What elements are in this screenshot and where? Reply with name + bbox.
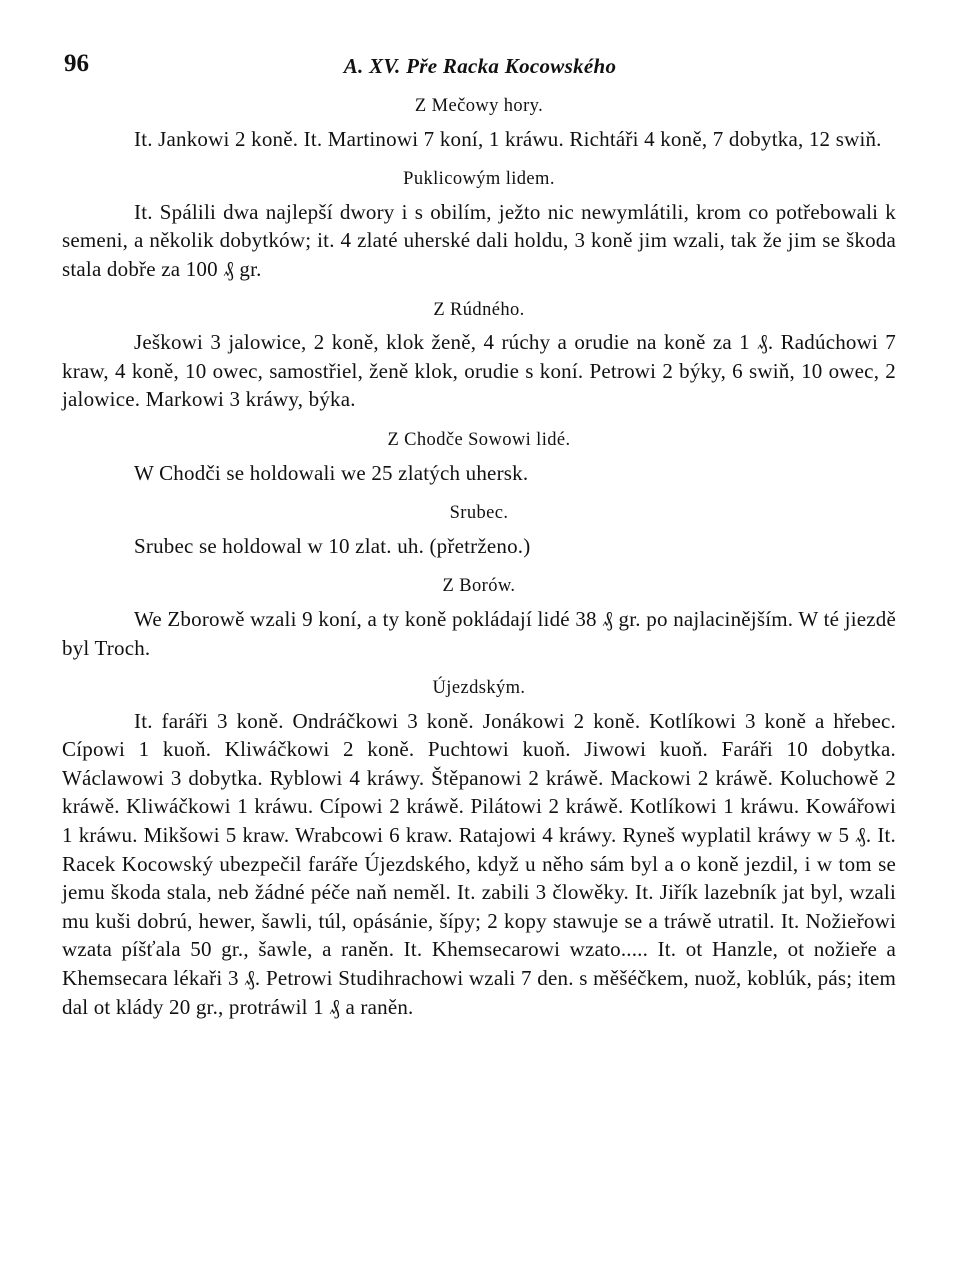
page-number: 96 (64, 50, 89, 77)
section-heading: Z Chodče Sowowi lidé. (387, 429, 571, 450)
section-paragraph: It. Jankowi 2 koně. It. Martinowi 7 koní, 1 kráwu. Richtáři 4 koně, 7 dobytka, 12 swiň. (134, 126, 882, 151)
section-heading: Z Rúdného. (433, 299, 525, 320)
section-paragraph: Ješkowi 3 jalowice, 2 koně, klok ženě, 4 rúchy a orudie na koně za 1 ₰. Radúchowi 7 kraw, 4 koně, 10 owec, samostřiel, ženě klok, orudie s koní. Petrowi 2 býky, 6 swiň, 10 owec, 2 jalowice. Markowi 3 kráwy, býka. (62, 330, 896, 412)
section-heading: Újezdským. (432, 678, 526, 699)
section-heading: Srubec. (449, 503, 509, 524)
section-paragraph: We Zborowě wzali 9 koní, a ty koně pokládají lidé 38 ₰ gr. po najlacinějším. W té jiezdě byl Troch. (62, 606, 896, 660)
section-paragraph: W Chodči se holdowali we 25 zlatých uhersk. (134, 460, 529, 485)
section-heading: Z Mečowy hory. (414, 96, 544, 116)
section-paragraph: Srubec se holdowal w 10 zlat. uh. (přetrženo.) (134, 533, 531, 558)
section-heading: Z Borów. (442, 576, 516, 597)
running-head: A. XV. Pře Racka Kocowského (343, 54, 617, 78)
section-heading: Puklicowým lidem. (403, 169, 555, 190)
section-paragraph: It. faráři 3 koně. Ondráčkowi 3 koně. Jonákowi 2 koně. Kotlíkowi 3 koně a hřebec. Cípowi 1 kuoň. Kliwáčkowi 2 koně. Puchtowi kuoň. Jiwowi kuoň. Faráři 10 dobytka. Wáclawowi 3 dobytka. Ryblowi 4 kráwy. Štěpanowi 2 kráwě. Mackowi 2 kráwě. Koluchowě 2 kráwě. Kliwáčkowi 1 kráwu. Cípowi 2 kráwě. Pilátowi 2 kráwě. Kotlíkowi 1 kráwu. Kowářowi 1 kráwu. Mikšowi 5 kraw. Wrabcowi 6 kraw. Ratajowi 4 kráwy. Ryneš wyplatil kráwy w 5 ₰. It. Racek Kocowský ubezpečil faráře Újezdského, když u něho sám byl a o koně jezdil, i w tom se jemu škoda stala, neb žádné péče naň neměl. It. zabili 3 člowěky. It. Jiřík lazebník jat byl, wzali mu kuši dobrú, hewer, šawli, túl, opásánie, šípy; 2 kopy stawuje se a tráwě utratil. It. Nožieřowi wzata píšťala 50 gr., šawle, a raněn. It. Khemsecarowi wzato..... It. ot Hanzle, ot nožieře a Khemsecara lékaři 3 ₰. Petrowi Studihrachowi wzali 7 den. s měšéčkem, nuož, koblúk, pás; item dal ot klády 20 gr., protráwil 1 ₰ a raněn. (62, 708, 896, 1019)
page-body (62, 92, 896, 1021)
section-paragraph: It. Spálili dwa najlepší dwory i s obilím, ježto nic newymlátili, krom co potřebowali k semeni, a několik dobytków; it. 4 zlaté uherské dali holdu, 3 koně jim wzali, tak že jim se škoda stala dobře za 100 ₰ gr. (62, 199, 896, 281)
